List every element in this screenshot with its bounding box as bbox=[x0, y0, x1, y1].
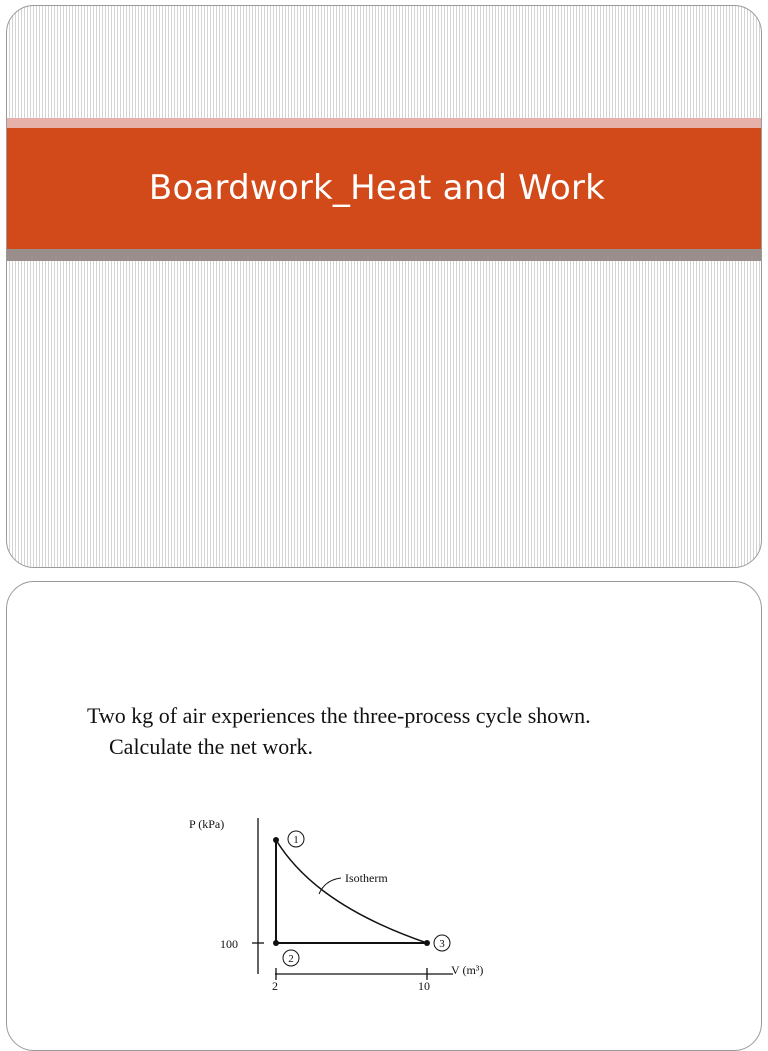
state-label-1: 1 bbox=[293, 834, 299, 846]
state-point-2 bbox=[273, 940, 279, 946]
problem-slide bbox=[6, 581, 762, 1051]
state-label-3: 3 bbox=[439, 938, 445, 950]
problem-line-2: Calculate the net work. bbox=[109, 734, 314, 759]
title-band-top-stripe bbox=[7, 118, 761, 128]
v-axis-label: V (m³) bbox=[451, 963, 484, 977]
pv-diagram bbox=[7, 582, 762, 1051]
title-band-bottom-stripe bbox=[7, 249, 761, 261]
state-point-3 bbox=[424, 940, 430, 946]
title-slide bbox=[6, 5, 762, 568]
isotherm-leader-line bbox=[319, 878, 341, 894]
state-point-1 bbox=[273, 837, 279, 843]
isotherm-curve bbox=[276, 840, 427, 943]
state-label-2: 2 bbox=[288, 953, 294, 965]
isotherm-label: Isotherm bbox=[345, 871, 388, 885]
p-axis-label: P (kPa) bbox=[189, 817, 225, 831]
p-tick-label-100: 100 bbox=[220, 937, 238, 951]
slide-title: Boardwork_Heat and Work bbox=[148, 168, 606, 208]
problem-line-1: Two kg of air experiences the three-process cycle shown. bbox=[87, 703, 591, 728]
v-tick-label-2: 2 bbox=[272, 979, 278, 993]
v-tick-label-10: 10 bbox=[418, 979, 430, 993]
